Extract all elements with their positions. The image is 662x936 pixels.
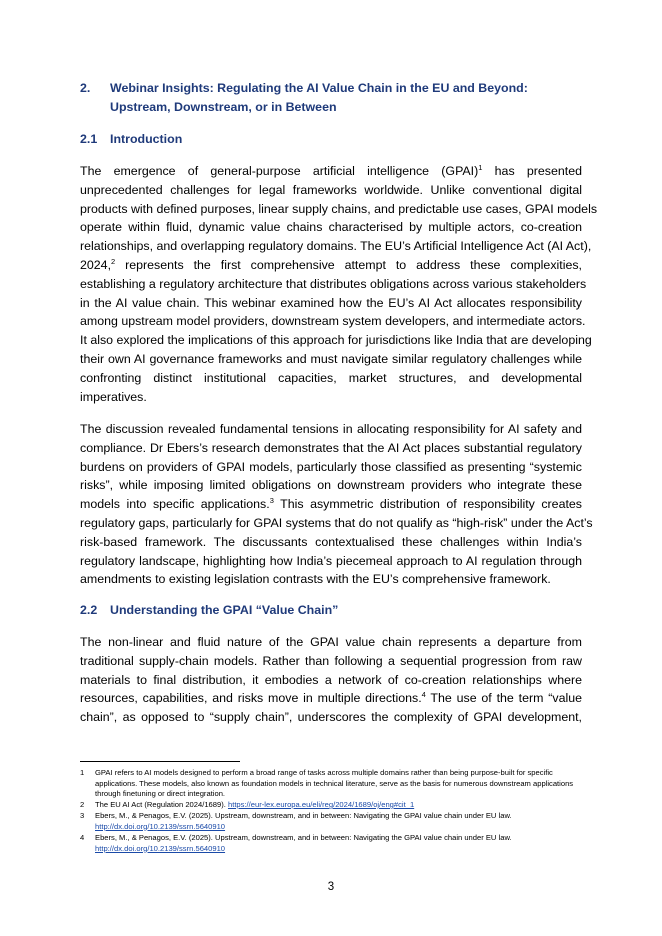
footnote-text: The EU AI Act (Regulation 2024/1689). <box>95 800 228 809</box>
text-line: risk-based framework. The discussants contextualised these challenges within India’s <box>80 534 582 549</box>
text-line: chain”, as opposed to “supply chain”, underscores the complexity of GPAI development, <box>80 710 582 725</box>
text-line: It also explored the implications of this approach for jurisdictions like India that are developing <box>80 333 592 348</box>
text-line: in the AI value chain. This webinar examined how the EU’s AI Act allocates responsibility <box>80 295 582 310</box>
footnote-link[interactable]: http://dx.doi.org/10.2139/ssrn.5640910 <box>95 843 226 853</box>
text-line: The non-linear and fluid nature of the GPAI value chain represents a departure from <box>80 635 582 649</box>
footnote-number: 1 <box>80 768 85 777</box>
text-line: materials to final distribution, it embodies a network of co-creation relationships where <box>80 672 582 687</box>
footnote-number: 3 <box>80 811 85 820</box>
subsection-number: 2.1 <box>80 132 98 146</box>
subsection-heading-introduction <box>80 130 582 148</box>
text-line: establishing a regulatory architecture that distributes obligations across various stakeholders <box>80 276 587 291</box>
section-heading <box>80 79 582 116</box>
value-chain-paragraph <box>80 633 582 727</box>
footnote-3 <box>80 811 582 832</box>
footnote-1 <box>80 768 582 800</box>
text-line: traditional supply-chain models. Rather than following a sequential progression from raw <box>80 653 582 668</box>
text-line: models into specific applications.$^3$ This asymmetric distribution of responsibility creates <box>80 496 582 512</box>
footnote-number: 2 <box>80 800 85 809</box>
text-line: their own AI governance frameworks and must navigate similar regulatory challenges while <box>80 351 582 366</box>
footnote-text: Ebers, M., & Penagos, E.V. (2025). Upstream, downstream, and in between: Navigating the GPAI value chain under EU law. <box>95 811 512 820</box>
page-number: 3 <box>327 881 335 893</box>
text-line: confronting distinct institutional capacities, market structures, and developmental <box>80 370 582 385</box>
text-line: 2024,$^2$ represents the first comprehensive attempt to address these complexities, <box>80 256 582 272</box>
text-line: burdens on providers of GPAI models, particularly those classified as presenting “systemic <box>80 459 582 474</box>
text-line: risks”, while imposing limited obligations on downstream providers who integrate these <box>80 478 582 493</box>
footnote-text: GPAI refers to AI models designed to perform a broad range of tasks across multiple domains rather than being purpose-built for specific applications. These models, also known as foundation models in technical literature, serve as the basis for numerous downstream applications through finetuning or direct integration. <box>95 768 574 799</box>
text-line: relationships, and overlapping regulatory domains. The EU’s Artificial Intelligence Act (AI Act), <box>80 239 592 254</box>
text-line: among upstream model providers, downstream system developers, and intermediate actors. <box>80 314 586 329</box>
footnote-link[interactable]: http://dx.doi.org/10.2139/ssrn.5640910 <box>95 821 226 831</box>
text-line: operate within fluid, dynamic value chains characterised by multiple actors, co-creation <box>80 220 582 235</box>
section-number: 2. <box>80 81 91 95</box>
text-line: unprecedented challenges for legal frameworks worldwide. Unlike conventional digital <box>80 182 582 197</box>
text-line: The discussion revealed fundamental tensions in allocating responsibility for AI safety and <box>80 422 582 436</box>
footnote-number: 4 <box>80 833 85 842</box>
footnote-4 <box>80 833 582 854</box>
footnote-text: Ebers, M., & Penagos, E.V. (2025). Upstream, downstream, and in between: Navigating the GPAI value chain under EU law. <box>95 833 512 842</box>
text-line: resources, capabilities, and risks move in multiple directions.$^4$ The use of the term “value <box>80 690 582 706</box>
subsection-heading-value-chain <box>80 601 582 619</box>
footnote-ref[interactable]: 2 <box>111 256 116 266</box>
footnote-ref[interactable]: 4 <box>421 690 426 700</box>
footnote-2 <box>80 800 582 811</box>
footnote-separator <box>80 761 240 762</box>
intro-paragraph-1 <box>80 162 598 406</box>
text-line: regulatory gaps, particularly for GPAI systems that do not qualify as “high-risk” under the Act’s <box>80 515 593 530</box>
subsection-number: 2.2 <box>80 603 98 617</box>
section-title: Webinar Insights: Regulating the AI Value Chain in the EU and Beyond: Upstream, Downstream, or in Between <box>110 81 528 114</box>
footnote-ref[interactable]: 3 <box>269 496 274 506</box>
footnote-link[interactable]: https://eur-lex.europa.eu/eli/reg/2024/1689/oj/eng#cit_1 <box>227 800 415 809</box>
text-line: The emergence of general-purpose artificial intelligence (GPAI)$^1$ has presented <box>80 163 582 178</box>
footnote-ref[interactable]: 1 <box>478 163 483 172</box>
subsection-title: Introduction <box>110 132 183 146</box>
text-line: amendments to existing legislation contrasts with the EU’s comprehensive framework. <box>80 572 551 587</box>
text-line: regulatory landscape, highlighting how India’s piecemeal approach to AI regulation through <box>80 553 582 568</box>
text-line: imperatives. <box>80 389 147 404</box>
subsection-title: Understanding the GPAI “Value Chain” <box>110 603 339 617</box>
text-line: compliance. Dr Ebers’s research demonstrates that the AI Act places substantial regulatory <box>80 440 582 455</box>
intro-paragraph-2 <box>80 420 593 589</box>
text-line: products with defined purposes, linear supply chains, and predictable use cases, GPAI models <box>80 201 598 216</box>
